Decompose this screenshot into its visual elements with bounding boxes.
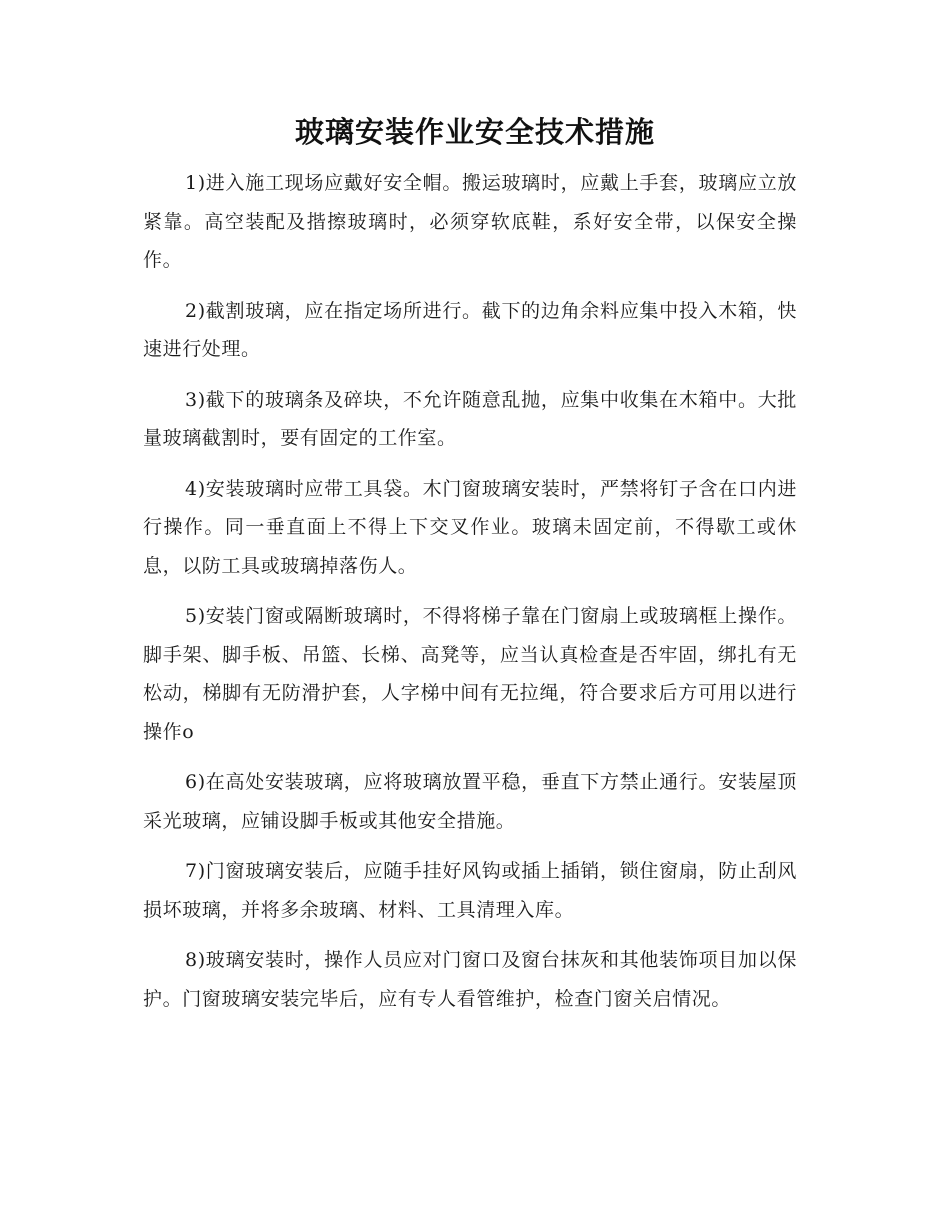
document-body (143, 164, 797, 1030)
paragraph-4: 4)安装玻璃时应带工具袋。木门窗玻璃安装时，严禁将钉子含在口内进行操作。同一垂直面上不得上下交叉作业。玻璃未固定前，不得歇工或休息，以防工具或玻璃掉落伤人。 (143, 477, 797, 577)
paragraph-8: 8)玻璃安装时，操作人员应对门窗口及窗台抹灰和其他装饰项目加以保护。门窗玻璃安装完毕后，应有专人看管维护，检查门窗关启情况。 (143, 949, 797, 1010)
paragraph-5: 5)安装门窗或隔断玻璃时，不得将梯子靠在门窗扇上或玻璃框上操作。脚手架、脚手板、吊篮、长梯、高凳等，应当认真检查是否牢固，绑扎有无松动，梯脚有无防滑护套，人字梯中间有无拉绳，符合要求后方可用以进行操作o (143, 605, 797, 743)
paragraph-3: 3)截下的玻璃条及碎块，不允许随意乱抛，应集中收集在木箱中。大批量玻璃截割时，要有固定的工作室。 (143, 388, 797, 449)
paragraph-2: 2)截割玻璃，应在指定场所进行。截下的边角余料应集中投入木箱，快速进行处理。 (143, 299, 797, 360)
document-title: 玻璃安装作业安全技术措施 (294, 115, 655, 149)
paragraph-6: 6)在高处安装玻璃，应将玻璃放置平稳，垂直下方禁止通行。安装屋顶采光玻璃，应铺设脚手板或其他安全措施。 (143, 771, 797, 832)
paragraph-1: 1)进入施工现场应戴好安全帽。搬运玻璃时，应戴上手套，玻璃应立放紧靠。高空装配及揩擦玻璃时，必须穿软底鞋，系好安全带，以保安全操作。 (143, 172, 797, 271)
paragraph-7: 7)门窗玻璃安装后，应随手挂好风钩或插上插销，锁住窗扇，防止刮风损坏玻璃，并将多余玻璃、材料、工具清理入库。 (143, 860, 797, 921)
